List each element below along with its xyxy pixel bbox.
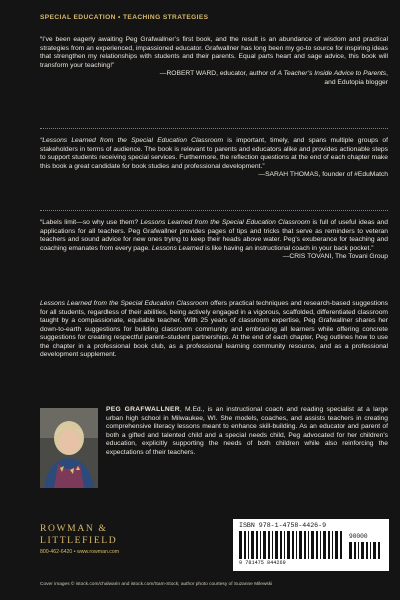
category-label: SPECIAL EDUCATION • TEACHING STRATEGIES: [40, 14, 209, 21]
endorsement-attribution: [40, 70, 388, 79]
barcode-bar: [316, 531, 318, 559]
barcode-bar: [323, 531, 326, 559]
publisher-name-line2: LITTLEFIELD: [40, 535, 118, 546]
book-title-italic: Lessons Learned from the Special Education Classroom: [140, 219, 311, 226]
author-bio: [106, 406, 388, 457]
publisher-contact: 800-462-6420 • www.rowman.com: [40, 549, 120, 555]
barcode-bar: [248, 531, 249, 559]
endorsement-ward: [40, 36, 388, 87]
barcode-number: 9 781475 844269: [239, 560, 286, 566]
book-title-italic: Lessons Learned from the Special Education Classroom: [40, 300, 209, 307]
barcode-bar: [361, 542, 364, 559]
barcode-bar: [256, 531, 258, 559]
endorsement-lead: “Labels limit—so why use them?: [40, 219, 141, 226]
barcode-bar: [260, 531, 261, 559]
barcode-bar: [280, 531, 282, 559]
barcode-bar: [308, 531, 309, 559]
barcode-bar: [272, 531, 273, 559]
ean-barcode-bars: [239, 531, 343, 559]
attribution-book-title: A Teacher’s Inside Advice to Parents: [277, 70, 387, 77]
endorsement-text: “I’ve been eagerly awaiting Peg Grafwallner’s first book, and the result is an abundance of wisdom and practical strategies from an experienced, impassioned educator. Grafwallner has long been my go-to source for inspiring ideas that strengthen my relationships with students and their parents. Equal parts heart and sage advice, this book will transform your teaching!”: [40, 36, 388, 69]
book-description: [40, 300, 388, 360]
attribution-line2: and Edutopia blogger: [324, 78, 388, 86]
publisher-logo: [40, 523, 117, 547]
barcode-bar: [378, 542, 380, 559]
barcode-bar: [332, 531, 333, 559]
endorsement-text: is full of useful ideas and applications for all teachers. Peg Grafwallner provides pages of tips and tricks that serve as reminders to veteran teachers and sound advice for new ones trying to keep their heads above water. Peg’s exuberance for teaching and coaching emanates from every page.: [40, 219, 388, 252]
barcode-bar: [366, 542, 368, 559]
barcode-bar: [284, 531, 285, 559]
price-code: 90000: [349, 533, 368, 540]
price-barcode-bars: [349, 542, 383, 559]
barcode-bar: [299, 531, 302, 559]
barcode-bar: [244, 531, 246, 559]
barcode-bar: [320, 531, 321, 559]
barcode-bar: [263, 531, 266, 559]
barcode-bar: [358, 542, 359, 559]
author-name: PEG GRAFWALLNER: [106, 406, 180, 413]
cover-credit: Cover images © istock.com/chalwarin and istock.com/Sam-Stock; author photo courtesy of Suzanne Milewski: [40, 582, 273, 587]
barcode-bar: [292, 531, 294, 559]
barcode-bar: [296, 531, 297, 559]
barcode: [233, 519, 389, 571]
author-photo: [40, 408, 98, 488]
barcode-bar: [373, 542, 376, 559]
endorsement-tovani: [40, 219, 388, 262]
endorsement-text: is important, timely, and spans multiple groups of stakeholders in terms of audience. The book is relevant to parents and educators alike and provides actionable steps to support students receiving special services. Furthermore, the reflection questions at the end of each chapter make this book a great candidate for book studies and professional development.”: [40, 137, 388, 170]
barcode-bar: [349, 542, 352, 559]
endorsement-thomas: [40, 137, 388, 180]
endorsement-tail: is like having an instructional coach in your back pocket.”: [203, 244, 374, 252]
barcode-bar: [251, 531, 254, 559]
divider: [40, 128, 388, 129]
barcode-bar: [311, 531, 314, 559]
endorsement-attribution: —SARAH THOMAS, founder of #EduMatch: [258, 171, 388, 178]
divider: [40, 210, 388, 211]
barcode-bar: [268, 531, 270, 559]
barcode-bar: [275, 531, 278, 559]
attribution-punct: ,: [386, 70, 388, 77]
description-text: offers practical techniques and research-based suggestions for all students, regardless of their abilities, being actively engaged in a vigorous, scaffolded, differentiated classroom taught by a compassionate, equitable teacher. With 25 years of classroom expertise, Peg Grafwallner shares her down-to-earth suggestions for building classroom community and embracing all learners while offering concrete suggestions for creating respectful parent–student partnerships. At the end of each chapter, Peg outlines how to use the chapter in a professional book club, as a professional learning community resource, and as a professional development supplement.: [40, 300, 388, 358]
barcode-bar: [328, 531, 330, 559]
barcode-bar: [304, 531, 306, 559]
book-title-short-italic: Lessons Learned: [151, 244, 204, 252]
attribution-name: —ROBERT WARD, educator, author of: [159, 70, 278, 77]
book-title-italic: “Lessons Learned from the Special Education Classroom: [40, 137, 224, 144]
barcode-bar: [354, 542, 356, 559]
author-bio-text: , M.Ed., is an instructional coach and reading specialist at a large urban high school in Milwaukee, WI. She models, coaches, and assists teachers in creating comprehensive literacy lessons meant to enhance skill-building. As an educator and parent of both a gifted and talented child and a special needs child, Peg advocated for her children’s education, explicitly supporting the needs of both children while also reinforcing the expectations of their teachers.: [106, 406, 388, 456]
barcode-bar: [287, 531, 290, 559]
isbn-label: ISBN 978-1-4758-4426-9: [239, 522, 327, 529]
barcode-bar: [370, 542, 371, 559]
endorsement-attribution: —CRIS TOVANI, The Tovani Group: [282, 253, 388, 260]
publisher-name-line1: ROWMAN &: [40, 523, 108, 534]
barcode-bar: [335, 531, 338, 559]
barcode-bar: [239, 531, 242, 559]
barcode-bar: [340, 531, 342, 559]
